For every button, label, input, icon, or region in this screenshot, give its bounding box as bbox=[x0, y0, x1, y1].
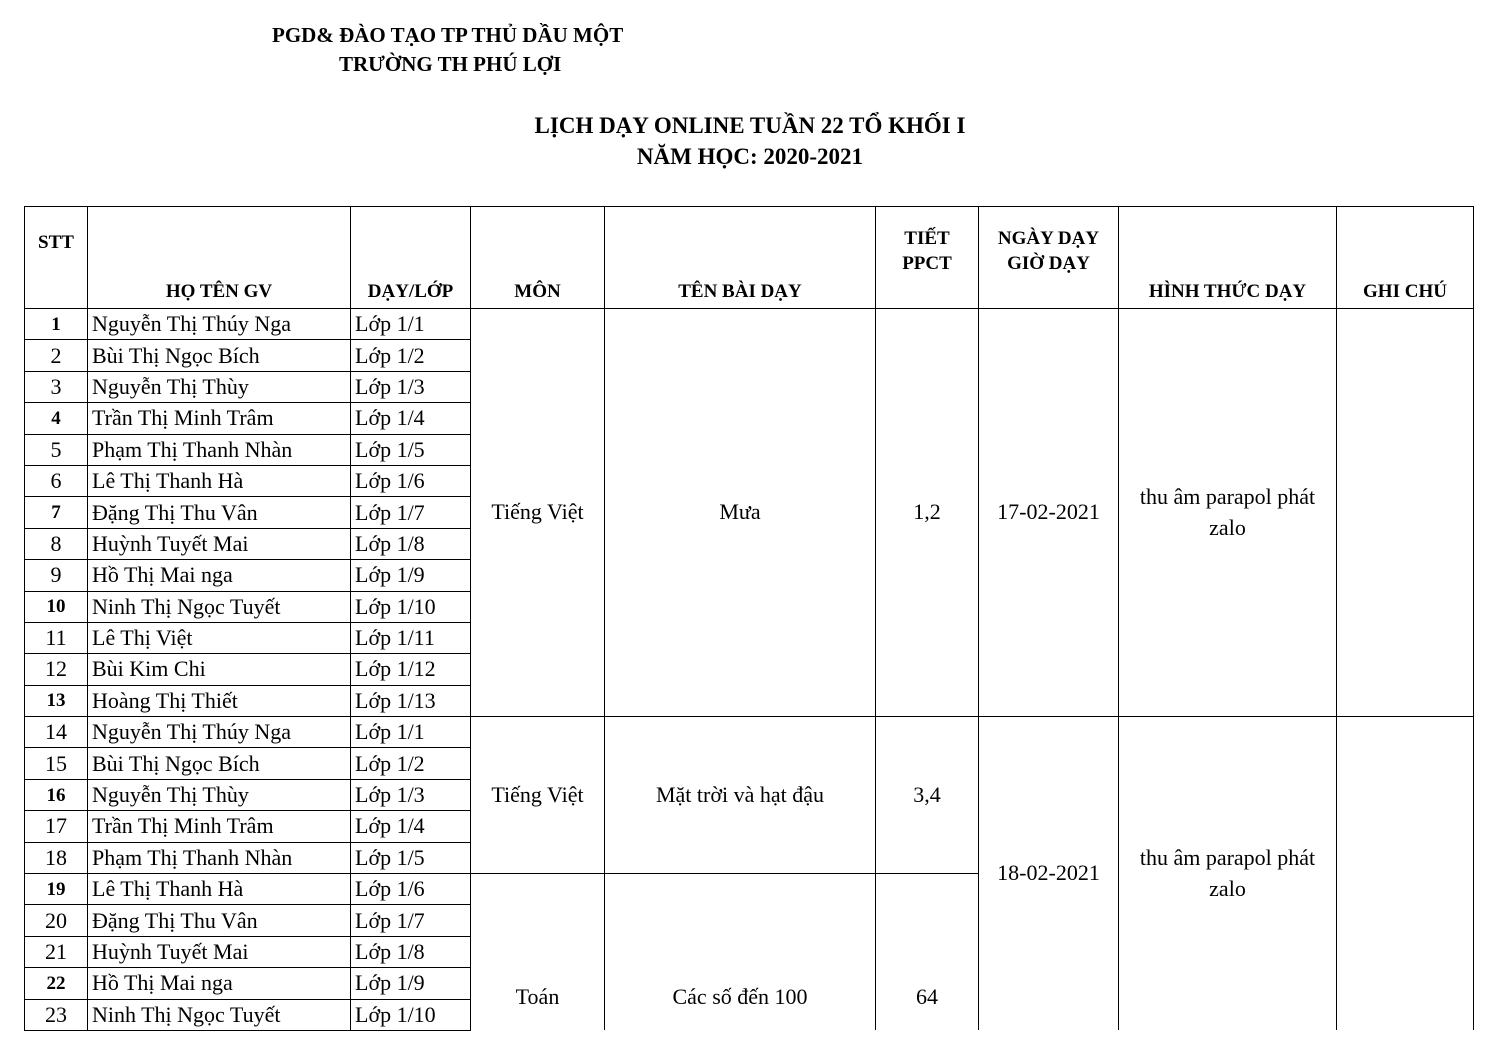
col-period-line1: TIẾT bbox=[904, 228, 950, 249]
col-period bbox=[876, 207, 979, 309]
class-name: Lớp 1/3 bbox=[351, 371, 471, 402]
col-format: HÌNH THỨC DẠY bbox=[1119, 207, 1337, 309]
class-name: Lớp 1/2 bbox=[351, 340, 471, 371]
row-number: 21 bbox=[25, 936, 88, 967]
teacher-name: Trần Thị Minh Trâm bbox=[88, 811, 351, 842]
class-name: Lớp 1/10 bbox=[351, 591, 471, 622]
class-name: Lớp 1/6 bbox=[351, 874, 471, 905]
class-name: Lớp 1/8 bbox=[351, 528, 471, 559]
class-name: Lớp 1/5 bbox=[351, 434, 471, 465]
teacher-name: Phạm Thị Thanh Nhàn bbox=[88, 434, 351, 465]
row-number: 20 bbox=[25, 905, 88, 936]
class-name: Lớp 1/9 bbox=[351, 968, 471, 999]
class-name: Lớp 1/8 bbox=[351, 936, 471, 967]
col-stt: STT bbox=[25, 207, 88, 309]
teacher-name: Đặng Thị Thu Vân bbox=[88, 497, 351, 528]
class-name: Lớp 1/7 bbox=[351, 497, 471, 528]
class-name: Lớp 1/9 bbox=[351, 560, 471, 591]
row-number: 3 bbox=[25, 371, 88, 402]
note-cell bbox=[1337, 717, 1474, 1031]
teacher-name: Lê Thị Thanh Hà bbox=[88, 874, 351, 905]
teacher-name: Huỳnh Tuyết Mai bbox=[88, 528, 351, 559]
row-number: 10 bbox=[25, 591, 88, 622]
subject-cell: Tiếng Việt bbox=[471, 309, 605, 717]
row-number: 5 bbox=[25, 434, 88, 465]
teacher-name: Hồ Thị Mai nga bbox=[88, 968, 351, 999]
row-number: 1 bbox=[25, 309, 88, 340]
col-date-line1: NGÀY DẠY bbox=[997, 228, 1100, 249]
class-name: Lớp 1/4 bbox=[351, 403, 471, 434]
teacher-name: Phạm Thị Thanh Nhàn bbox=[88, 842, 351, 873]
date-cell: 17-02-2021 bbox=[979, 309, 1119, 717]
row-number: 12 bbox=[25, 654, 88, 685]
class-name: Lớp 1/4 bbox=[351, 811, 471, 842]
class-name: Lớp 1/5 bbox=[351, 842, 471, 873]
subject-cell: Toán bbox=[471, 874, 605, 1031]
period-cell: 1,2 bbox=[876, 309, 979, 717]
format-cell: thu âm parapol phát zalo bbox=[1119, 309, 1337, 717]
class-name: Lớp 1/2 bbox=[351, 748, 471, 779]
row-number: 8 bbox=[25, 528, 88, 559]
subject-cell: Tiếng Việt bbox=[471, 717, 605, 874]
teacher-name: Lê Thị Việt bbox=[88, 622, 351, 653]
col-note: GHI CHÚ bbox=[1337, 207, 1474, 309]
row-number: 17 bbox=[25, 811, 88, 842]
col-subject: MÔN bbox=[471, 207, 605, 309]
lesson-cell: Các số đến 100 bbox=[605, 874, 876, 1031]
row-number: 2 bbox=[25, 340, 88, 371]
teacher-name: Đặng Thị Thu Vân bbox=[88, 905, 351, 936]
row-number: 13 bbox=[25, 685, 88, 716]
teacher-name: Lê Thị Thanh Hà bbox=[88, 465, 351, 496]
note-cell bbox=[1337, 309, 1474, 717]
row-number: 6 bbox=[25, 465, 88, 496]
row-number: 23 bbox=[25, 999, 88, 1030]
page-title: LỊCH DẠY ONLINE TUẦN 22 TỔ KHỐI I bbox=[534, 113, 966, 138]
col-date-line2: GIỜ DẠY bbox=[1007, 252, 1090, 274]
teacher-name: Nguyễn Thị Thúy Nga bbox=[88, 717, 351, 748]
col-date bbox=[979, 207, 1119, 309]
period-cell: 3,4 bbox=[876, 717, 979, 874]
teacher-name: Bùi Thị Ngọc Bích bbox=[88, 340, 351, 371]
org-name: PGD& ĐÀO TẠO TP THỦ DẦU MỘT bbox=[272, 23, 624, 47]
class-name: Lớp 1/1 bbox=[351, 309, 471, 340]
row-number: 15 bbox=[25, 748, 88, 779]
teacher-name: Ninh Thị Ngọc Tuyết bbox=[88, 999, 351, 1030]
teacher-name: Nguyễn Thị Thùy bbox=[88, 779, 351, 810]
class-name: Lớp 1/12 bbox=[351, 654, 471, 685]
class-name: Lớp 1/13 bbox=[351, 685, 471, 716]
teacher-name: Nguyễn Thị Thùy bbox=[88, 371, 351, 402]
row-number: 14 bbox=[25, 717, 88, 748]
date-cell: 18-02-2021 bbox=[979, 717, 1119, 1031]
class-name: Lớp 1/3 bbox=[351, 779, 471, 810]
col-lesson: TÊN BÀI DẠY bbox=[605, 207, 876, 309]
school-name: TRƯỜNG TH PHÚ LỢI bbox=[339, 52, 562, 76]
row-number: 4 bbox=[25, 403, 88, 434]
teacher-name: Hồ Thị Mai nga bbox=[88, 560, 351, 591]
row-number: 18 bbox=[25, 842, 88, 873]
lesson-cell: Mưa bbox=[605, 309, 876, 717]
col-class: DẠY/LỚP bbox=[351, 207, 471, 309]
row-number: 19 bbox=[25, 874, 88, 905]
schedule-table bbox=[24, 206, 1474, 1031]
class-name: Lớp 1/10 bbox=[351, 999, 471, 1030]
period-cell: 64 bbox=[876, 874, 979, 1031]
teacher-name: Bùi Thị Ngọc Bích bbox=[88, 748, 351, 779]
school-year: NĂM HỌC: 2020-2021 bbox=[636, 144, 864, 169]
table-header-row bbox=[25, 207, 1474, 309]
teacher-name: Ninh Thị Ngọc Tuyết bbox=[88, 591, 351, 622]
col-teacher-name: HỌ TÊN GV bbox=[88, 207, 351, 309]
row-number: 7 bbox=[25, 497, 88, 528]
row-number: 11 bbox=[25, 622, 88, 653]
format-cell: thu âm parapol phát zalo bbox=[1119, 717, 1337, 1031]
col-period-line2: PPCT bbox=[902, 252, 952, 274]
table-row bbox=[25, 309, 1474, 340]
teacher-name: Nguyễn Thị Thúy Nga bbox=[88, 309, 351, 340]
teacher-name: Hoàng Thị Thiết bbox=[88, 685, 351, 716]
class-name: Lớp 1/7 bbox=[351, 905, 471, 936]
teacher-name: Bùi Kim Chi bbox=[88, 654, 351, 685]
row-number: 16 bbox=[25, 779, 88, 810]
lesson-cell: Mặt trời và hạt đậu bbox=[605, 717, 876, 874]
row-number: 9 bbox=[25, 560, 88, 591]
teacher-name: Trần Thị Minh Trâm bbox=[88, 403, 351, 434]
class-name: Lớp 1/6 bbox=[351, 465, 471, 496]
class-name: Lớp 1/11 bbox=[351, 622, 471, 653]
table-row bbox=[25, 717, 1474, 748]
teacher-name: Huỳnh Tuyết Mai bbox=[88, 936, 351, 967]
row-number: 22 bbox=[25, 968, 88, 999]
class-name: Lớp 1/1 bbox=[351, 717, 471, 748]
